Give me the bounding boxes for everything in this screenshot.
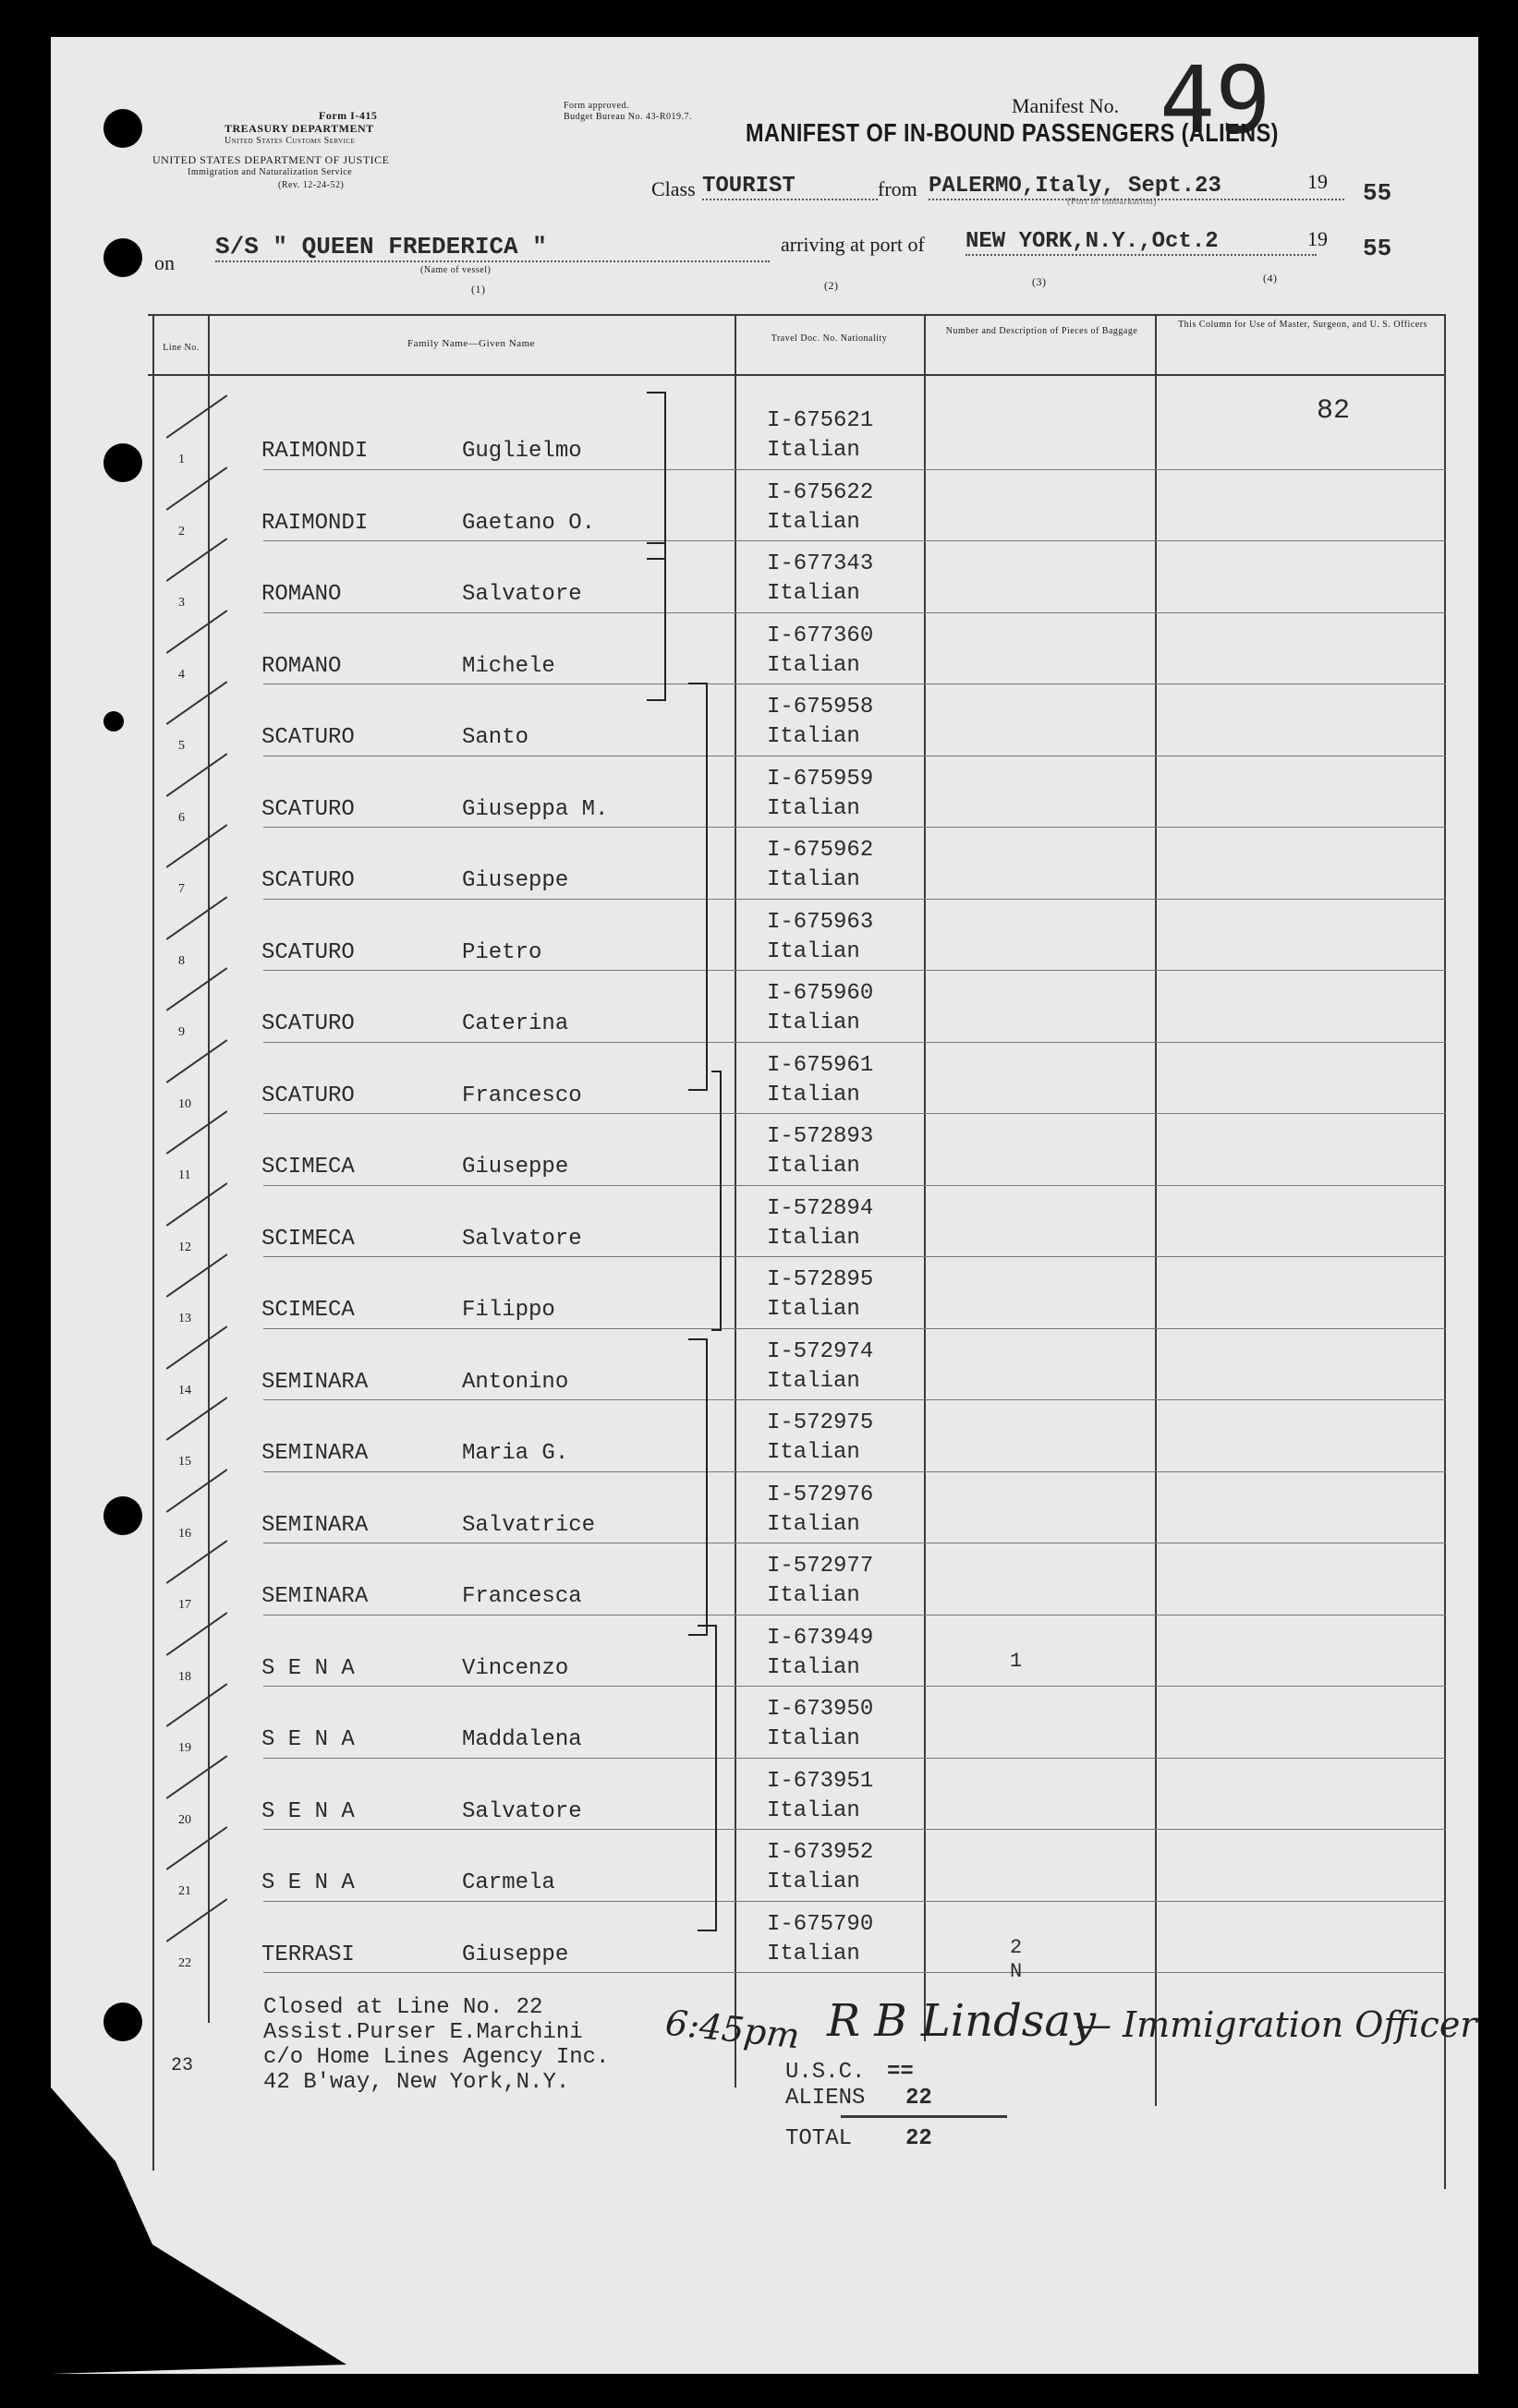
binder-hole (103, 109, 142, 148)
line-number: 1 (178, 453, 185, 466)
line-number: 16 (178, 1526, 191, 1541)
line-number: 7 (178, 882, 185, 896)
family-name: ROMANO (261, 653, 342, 679)
given-name: Michele (462, 653, 555, 679)
bracket-seminara (688, 1339, 707, 1635)
nationality: Italian (767, 795, 860, 821)
nationality: Italian (767, 1297, 860, 1322)
line-number: 4 (178, 667, 185, 682)
given-name: Caterina (462, 1011, 569, 1036)
line-number: 22 (178, 1955, 191, 1970)
line-number: 3 (178, 596, 185, 610)
given-name: Salvatore (462, 1798, 582, 1824)
line-number: 19 (178, 1741, 191, 1755)
given-name: Gaetano O. (462, 510, 596, 536)
nationality: Italian (767, 867, 860, 892)
travel-doc-number: I-675962 (767, 838, 874, 863)
nationality: Italian (767, 1511, 860, 1537)
totals-rule (841, 2115, 1007, 2118)
line-number: 15 (178, 1455, 191, 1469)
given-name: Maddalena (462, 1727, 582, 1752)
family-name: SEMINARA (261, 1584, 369, 1609)
nationality: Italian (767, 1870, 860, 1894)
line-number: 13 (178, 1312, 191, 1325)
given-name: Guglielmo (462, 439, 582, 464)
year-prefix-2: 19 (1307, 227, 1328, 250)
vessel-caption: (Name of vessel) (420, 265, 492, 275)
given-name: Giuseppa M. (462, 796, 609, 822)
class-label: Class (651, 177, 696, 200)
family-name: SEMINARA (261, 1441, 369, 1466)
travel-doc-number: I-675959 (767, 766, 874, 792)
nationality: Italian (767, 1225, 860, 1251)
aliens-label: ALIENS (785, 2086, 866, 2111)
travel-doc-number: I-673952 (767, 1840, 874, 1865)
given-name: Francesca (462, 1584, 582, 1609)
year-2: 55 (1363, 235, 1392, 262)
given-name: Salvatrice (462, 1512, 596, 1538)
family-name: S E N A (261, 1798, 355, 1824)
binder-hole (103, 1496, 142, 1535)
binder-hole (103, 2003, 142, 2041)
given-name: Maria G. (462, 1441, 569, 1466)
nationality: Italian (767, 938, 860, 964)
on-label: on (154, 251, 175, 274)
travel-doc-number: I-572895 (767, 1267, 874, 1292)
family-name: S E N A (261, 1870, 355, 1895)
footer-line-23: 23 (171, 2055, 194, 2076)
travel-doc-number: I-673951 (767, 1768, 874, 1794)
family-name: SCATURO (261, 796, 355, 822)
family-name: SCIMECA (261, 1298, 355, 1323)
manifest-page (51, 37, 1478, 2374)
column-number-2: (2) (824, 279, 839, 292)
baggage-count: 1 (1010, 1649, 1023, 1673)
nationality: Italian (767, 1726, 860, 1751)
address-line: 42 B'way, New York,N.Y. (263, 2070, 570, 2095)
line-number: 2 (178, 524, 185, 538)
family-name: RAIMONDI (261, 510, 369, 536)
nationality: Italian (767, 1010, 860, 1035)
nationality: Italian (767, 438, 860, 463)
nationality: Italian (767, 724, 860, 749)
form-approved: Form approved. (564, 101, 629, 111)
given-name: Pietro (462, 939, 542, 965)
column-header-line: Line No. (163, 343, 200, 353)
given-name: Giuseppe (462, 1942, 569, 1967)
binder-hole (103, 443, 142, 482)
total-value: 22 (905, 2126, 932, 2151)
family-name: SCATURO (261, 1011, 355, 1036)
family-name: RAIMONDI (261, 439, 369, 464)
given-name: Giuseppe (462, 1155, 569, 1180)
from-value: PALERMO,Italy, Sept.23 (929, 174, 1344, 200)
travel-doc-number: I-675961 (767, 1052, 874, 1078)
given-name: Filippo (462, 1298, 555, 1323)
family-name: SCATURO (261, 939, 355, 965)
family-name: S E N A (261, 1727, 355, 1752)
bracket-scaturo (688, 684, 707, 1090)
travel-doc-number: I-673950 (767, 1697, 874, 1722)
line-number: 14 (178, 1383, 191, 1398)
given-name: Santo (462, 725, 529, 750)
line-number: 18 (178, 1669, 191, 1684)
manifest-label: Manifest No. (1012, 94, 1120, 117)
line-number: 20 (178, 1812, 191, 1827)
line-number: 6 (178, 810, 185, 825)
aliens-value: 22 (905, 2086, 932, 2111)
line-number: 8 (178, 953, 185, 968)
travel-doc-number: I-572974 (767, 1338, 874, 1364)
family-name: SEMINARA (261, 1369, 369, 1395)
baggage-count: 2 N (1010, 1935, 1023, 1983)
nationality: Italian (767, 509, 860, 535)
nationality: Italian (767, 1654, 860, 1680)
column-header-name: Family Name—Given Name (407, 338, 536, 349)
travel-doc-number: I-572894 (767, 1195, 874, 1221)
usc-label: U.S.C. (785, 2060, 866, 2085)
bracket-romano (647, 543, 665, 700)
travel-doc-number: I-675963 (767, 909, 874, 935)
travel-doc-number: I-677360 (767, 623, 874, 648)
travel-doc-number: I-675790 (767, 1911, 874, 1937)
budget-number: Budget Bureau No. 43-R019.7. (564, 112, 692, 122)
ins-label: Immigration and Naturalization Service (188, 167, 353, 177)
family-name: S E N A (261, 1655, 355, 1681)
justice-label: UNITED STATES DEPARTMENT OF JUSTICE (152, 153, 390, 166)
nationality: Italian (767, 1797, 860, 1823)
usc-value: == (887, 2060, 914, 2085)
nationality: Italian (767, 1154, 860, 1179)
officer-title: — Immigration Officer (1076, 2004, 1477, 2045)
travel-doc-number: I-572977 (767, 1554, 874, 1579)
nationality: Italian (767, 581, 860, 606)
travel-doc-number: I-675622 (767, 479, 874, 505)
torn-corner (51, 2051, 420, 2374)
closing-time: 6:45pm (663, 2002, 802, 2057)
officer-note: 82 (1317, 395, 1351, 427)
line-number: 10 (178, 1096, 191, 1111)
line-number: 12 (178, 1240, 191, 1254)
given-name: Salvatore (462, 1226, 582, 1252)
family-name: SCATURO (261, 1083, 355, 1108)
given-name: Antonino (462, 1369, 569, 1395)
bracket-scimeca (711, 1071, 721, 1330)
purser-line: Assist.Purser E.Marchini (263, 2020, 583, 2045)
travel-doc-number: I-572976 (767, 1482, 874, 1507)
vessel-name: S/S " QUEEN FREDERICA " (215, 233, 770, 262)
column-header-officers: This Column for Use of Master, Surgeon, and U. S. Officers (1178, 320, 1427, 330)
family-name: TERRASI (261, 1942, 355, 1967)
binder-hole (103, 711, 124, 732)
travel-doc-number: I-673949 (767, 1625, 874, 1651)
manifest-title: MANIFEST OF IN-BOUND PASSENGERS (ALIENS) (746, 118, 1279, 147)
nationality: Italian (767, 1082, 860, 1107)
binder-hole (103, 238, 142, 277)
travel-doc-number: I-572893 (767, 1124, 874, 1149)
family-name: ROMANO (261, 582, 342, 607)
column-header-travel-doc: Travel Doc. No. Nationality (771, 333, 888, 344)
treasury-label: TREASURY DEPARTMENT (225, 122, 374, 135)
officer-signature: R B Lindsay (827, 1995, 1097, 2047)
port-embarkation-caption: (Port of embarkation) (1067, 197, 1158, 207)
revision-label: (Rev. 12-24-52) (278, 180, 345, 190)
manifest-number: 49 (1160, 46, 1271, 154)
family-name: SCATURO (261, 725, 355, 750)
class-value: TOURIST (702, 174, 878, 200)
family-name: SCIMECA (261, 1226, 355, 1252)
line-number: 9 (178, 1025, 185, 1039)
given-name: Giuseppe (462, 868, 569, 893)
family-name: SCATURO (261, 868, 355, 893)
travel-doc-number: I-675958 (767, 695, 874, 720)
nationality: Italian (767, 652, 860, 678)
given-name: Salvatore (462, 582, 582, 607)
nationality: Italian (767, 1440, 860, 1465)
travel-doc-number: I-675960 (767, 981, 874, 1006)
travel-doc-number: I-675621 (767, 408, 874, 433)
closed-line: Closed at Line No. 22 (263, 1995, 543, 2020)
given-name: Francesco (462, 1083, 582, 1108)
family-name: SEMINARA (261, 1512, 369, 1538)
column-number-3: (3) (1032, 275, 1047, 288)
line-number: 5 (178, 739, 185, 753)
given-name: Carmela (462, 1870, 555, 1895)
nationality: Italian (767, 1368, 860, 1394)
total-label: TOTAL (785, 2126, 853, 2151)
year-1: 55 (1363, 179, 1392, 207)
form-number: Form I-415 (319, 109, 378, 122)
line-number: 17 (178, 1598, 191, 1612)
column-header-baggage: Number and Description of Pieces of Baggage (945, 326, 1138, 336)
from-label: from (878, 177, 917, 200)
column-number-4: (4) (1263, 272, 1278, 284)
arriving-value: NEW YORK,N.Y.,Oct.2 (965, 229, 1317, 256)
line-number: 11 (178, 1168, 191, 1182)
bracket-sena (698, 1626, 716, 1930)
nationality: Italian (767, 1583, 860, 1608)
travel-doc-number: I-572975 (767, 1410, 874, 1435)
column-number-1: (1) (471, 283, 486, 296)
line-number: 21 (178, 1884, 191, 1898)
customs-label: United States Customs Service (225, 136, 356, 146)
bracket-raimondi (647, 393, 665, 559)
arriving-label: arriving at port of (781, 233, 925, 256)
given-name: Vincenzo (462, 1655, 569, 1681)
agency-line: c/o Home Lines Agency Inc. (263, 2045, 610, 2070)
nationality: Italian (767, 1941, 860, 1966)
family-name: SCIMECA (261, 1155, 355, 1180)
travel-doc-number: I-677343 (767, 551, 874, 576)
year-prefix-1: 19 (1307, 170, 1328, 193)
